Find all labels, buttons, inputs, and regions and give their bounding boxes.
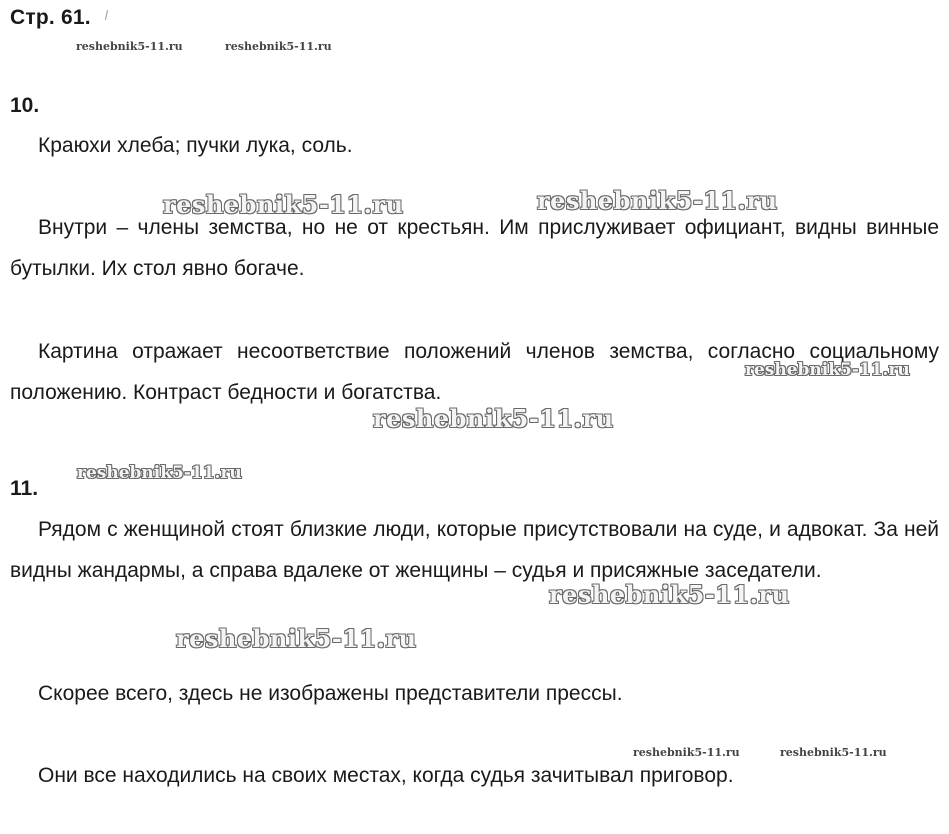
- watermark: reshebnik5-11.ru: [633, 746, 740, 759]
- paragraph: Они все находились на своих местах, когда судья зачитывал приговор.: [38, 764, 734, 787]
- paragraph: Внутри – члены земства, но не от крестьян. Им прислуживает официант, видны винные бутылки. Их стол явно богаче.: [10, 216, 939, 280]
- watermark: reshebnik5-11.ru: [780, 746, 887, 759]
- page-title: Стр. 61.: [10, 6, 91, 29]
- tick-mark: [105, 10, 108, 20]
- section-number: 10.: [10, 94, 40, 117]
- watermark: reshebnik5-11.ru: [373, 404, 614, 433]
- watermark: reshebnik5-11.ru: [176, 624, 417, 653]
- paragraph: Краюхи хлеба; пучки лука, соль.: [38, 134, 353, 157]
- paragraph: Картина отражает несоответствие положений членов земства, согласно социальному положению. Контраст бедности и богатства.: [10, 340, 939, 404]
- watermark: reshebnik5-11.ru: [76, 40, 183, 53]
- watermark: reshebnik5-11.ru: [225, 40, 332, 53]
- watermark: reshebnik5-11.ru: [77, 463, 242, 483]
- watermark: reshebnik5-11.ru: [549, 580, 790, 609]
- paragraph: Рядом с женщиной стоят близкие люди, которые присутствовали на суде, и адвокат. За ней видны жандармы, а справа вдалеке от женщины – судья и присяжные заседатели.: [10, 518, 939, 582]
- section-number: 11.: [10, 477, 39, 500]
- watermark: reshebnik5-11.ru: [537, 186, 778, 215]
- watermark: reshebnik5-11.ru: [745, 360, 910, 380]
- paragraph: Скорее всего, здесь не изображены представители прессы.: [38, 682, 623, 705]
- watermark: reshebnik5-11.ru: [163, 190, 404, 219]
